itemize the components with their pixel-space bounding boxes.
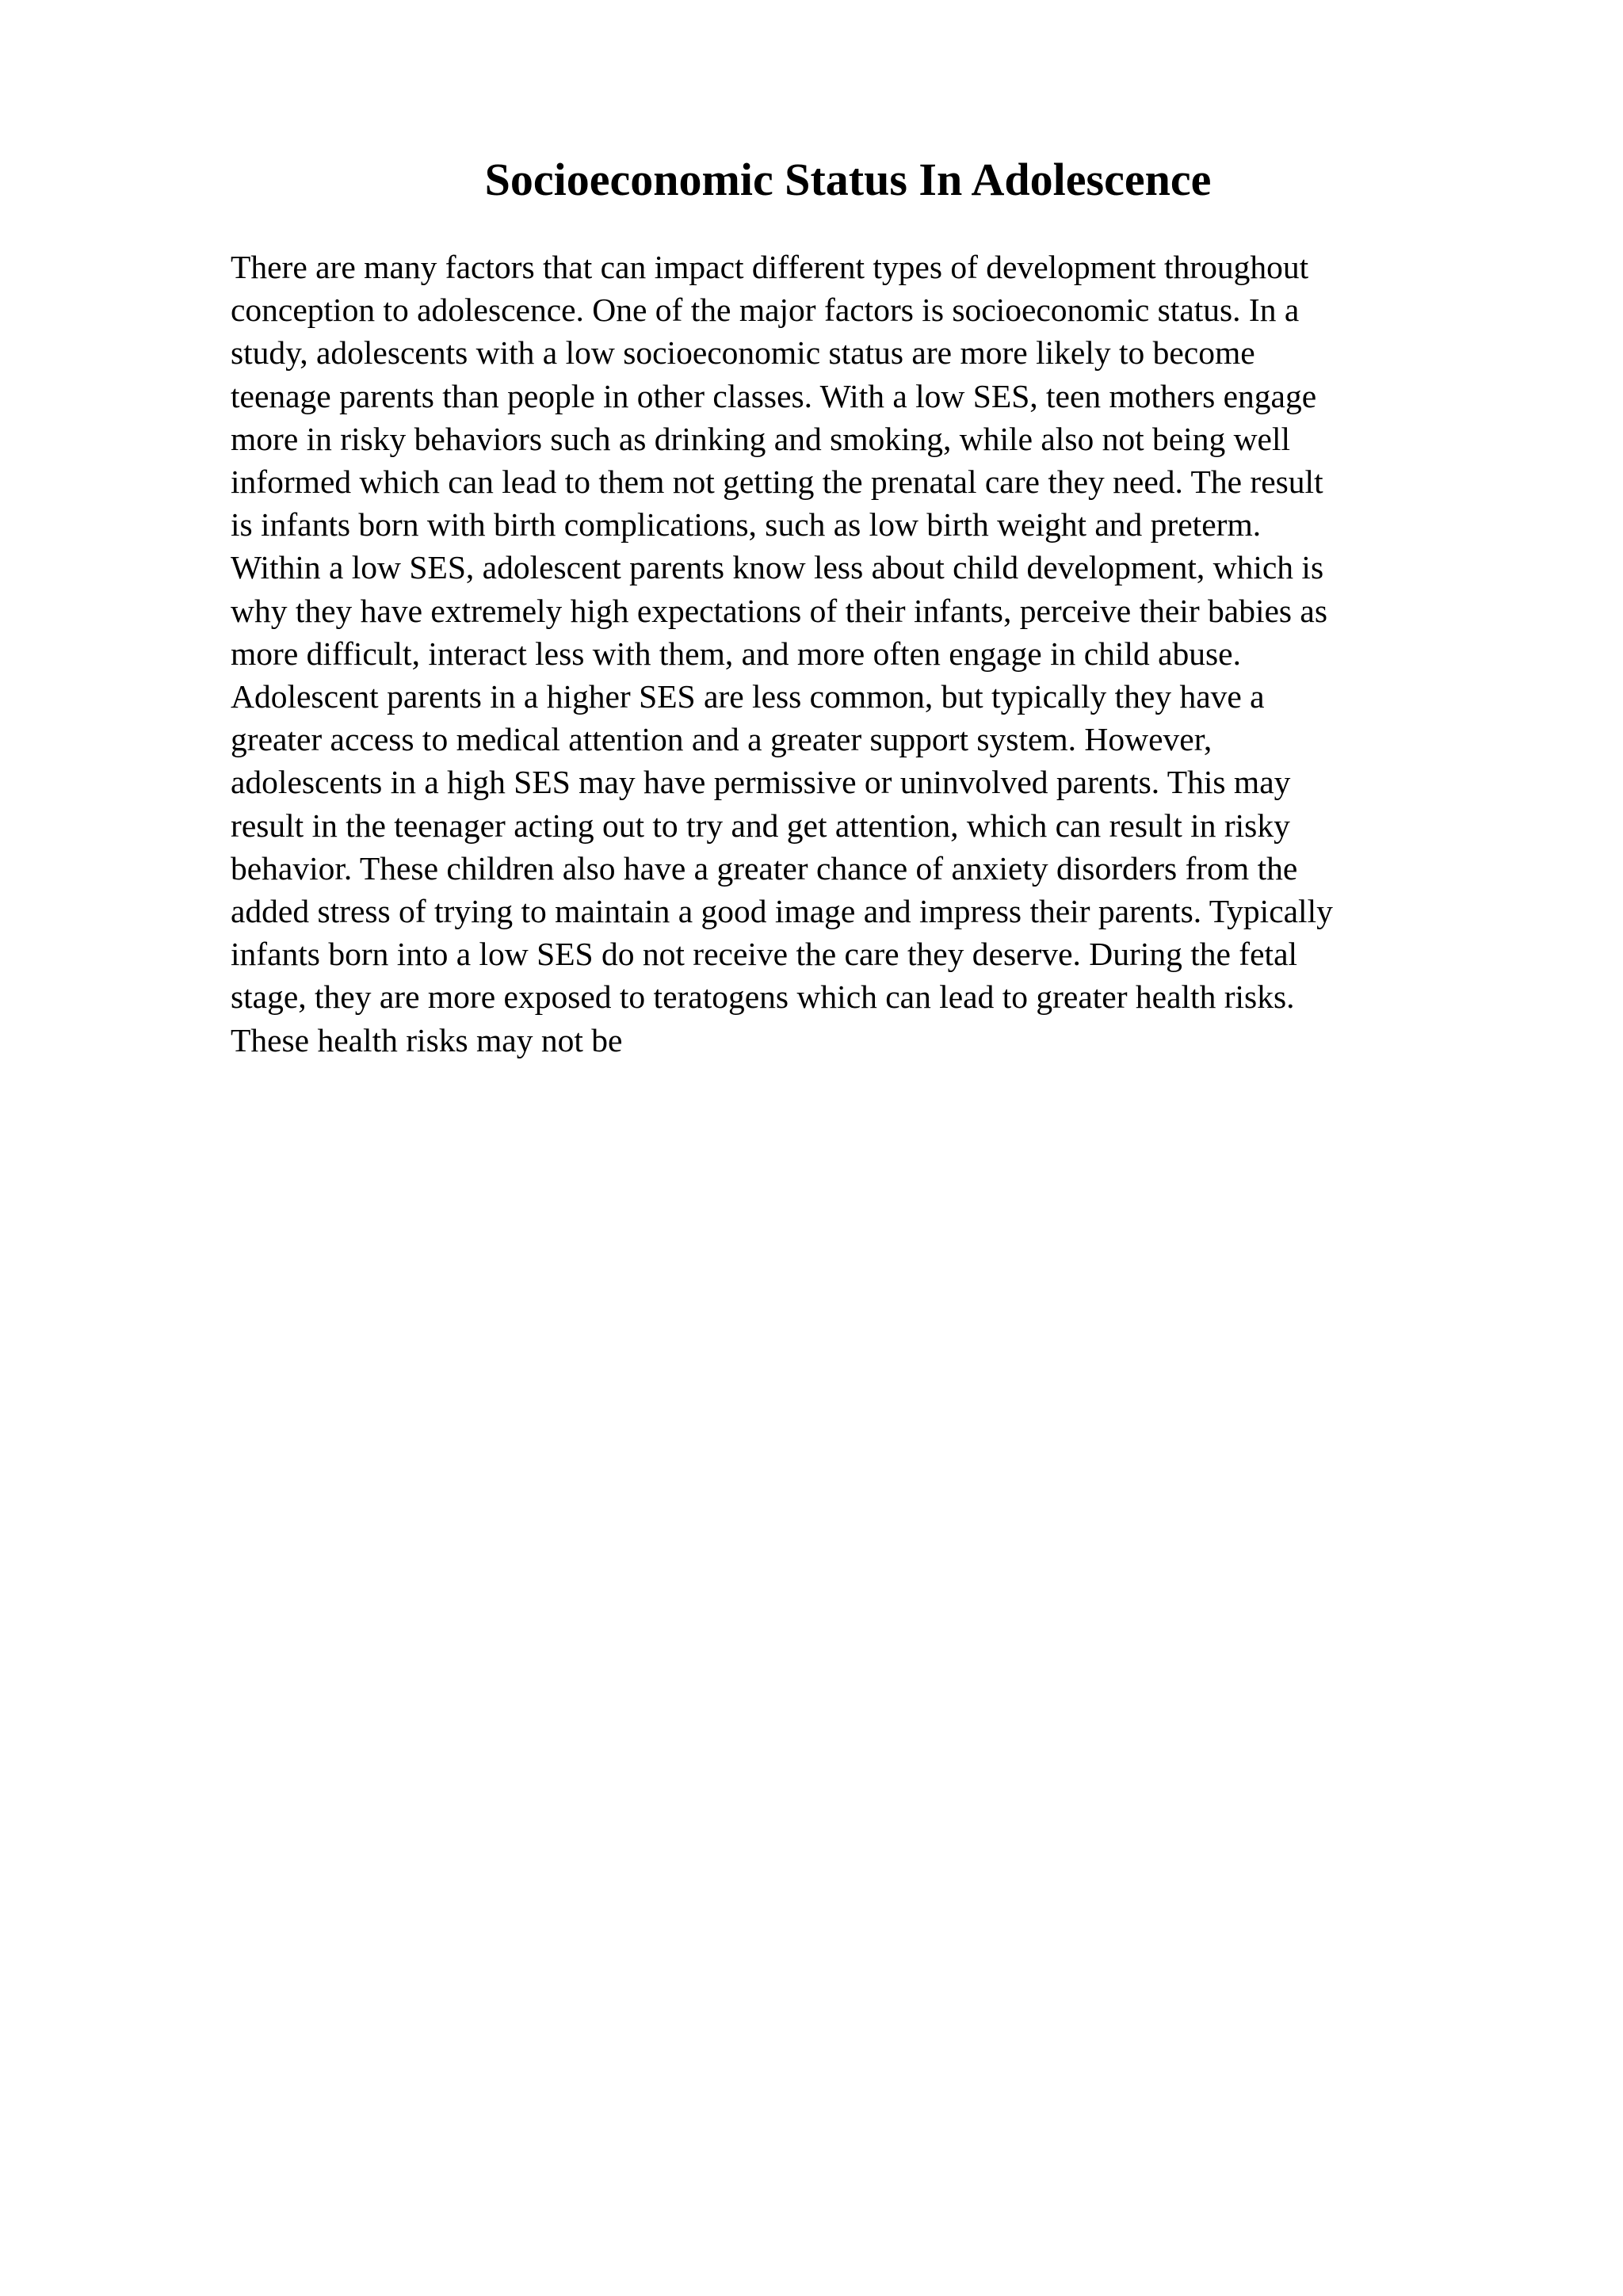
body-line: added stress of trying to maintain a good image and impress their parents. Typically [231, 893, 1333, 930]
body-line: behavior. These children also have a greater chance of anxiety disorders from the [231, 849, 1298, 887]
body-line: adolescents in a high SES may have permissive or uninvolved parents. This may [231, 764, 1291, 801]
body-line: result in the teenager acting out to try and get attention, which can result in risky [231, 807, 1290, 844]
body-line: informed which can lead to them not getting the prenatal care they need. The result [231, 463, 1323, 501]
body-line: why they have extremely high expectations of their infants, perceive their babies as [231, 592, 1327, 629]
body-line: more in risky behaviors such as drinking and smoking, while also not being well [231, 420, 1291, 457]
body-line: Within a low SES, adolescent parents know less about child development, which is [231, 549, 1324, 586]
body-line: teenage parents than people in other classes. With a low SES, teen mothers engage [231, 377, 1317, 414]
body-line: is infants born with birth complications, such as low birth weight and preterm. [231, 506, 1262, 543]
body-line: conception to adolescence. One of the major factors is socioeconomic status. In a [231, 292, 1300, 329]
body-line: infants born into a low SES do not receive the care they deserve. During the fetal [231, 936, 1298, 973]
body-line: more difficult, interact less with them, and more often engage in child abuse. [231, 635, 1241, 672]
document-body [231, 246, 1499, 1062]
body-line: These health risks may not be [231, 1021, 623, 1058]
body-line: Adolescent parents in a higher SES are less common, but typically they have a [231, 678, 1265, 715]
body-line: There are many factors that can impact different types of development throughout [231, 249, 1309, 285]
body-line: stage, they are more exposed to teratogens which can lead to greater health risks. [231, 978, 1295, 1016]
body-line: greater access to medical attention and a greater support system. However, [231, 721, 1212, 758]
document-title: Socioeconomic Status In Adolescence [484, 154, 1212, 205]
body-line: study, adolescents with a low socioeconomic status are more likely to become [231, 334, 1255, 372]
